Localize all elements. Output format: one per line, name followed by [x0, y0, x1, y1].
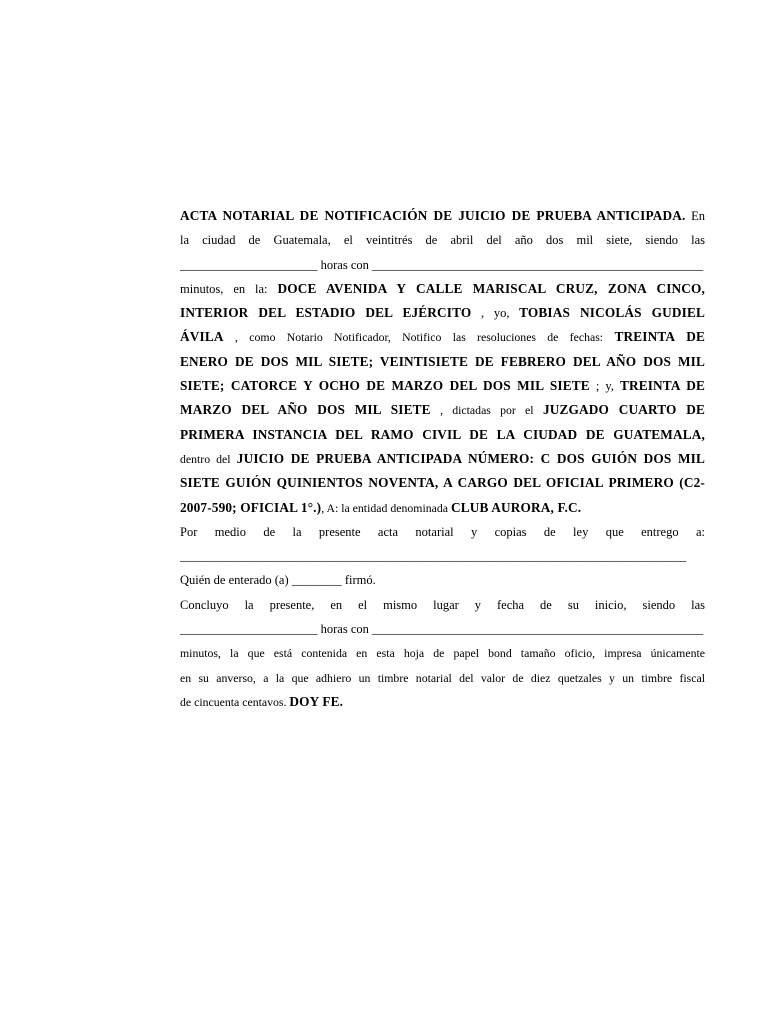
text-line: ENERO DE DOS MIL SIETE; VEINTISIETE DE FEBRERO DEL AÑO DOS MIL: [180, 353, 705, 369]
text-line: [180, 546, 705, 570]
text-line: Por medio de la presente acta notarial y copias de ley que entrego a:: [180, 524, 705, 539]
blank-recipient-line: _________________________________________________________________________________: [180, 549, 687, 564]
text-line: la ciudad de Guatemala, el veintitrés de abril del año dos mil siete, siendo las: [180, 233, 705, 248]
text-line: minutos, la que está contenida en esta hoja de papel bond tamaño oficio, impresa únicamente: [180, 646, 705, 661]
text-line: 2007-590; OFICIAL 1°.), A: la entidad denominada CLUB AURORA, F.C.: [180, 499, 582, 515]
text-line: ACTA NOTARIAL DE NOTIFICACIÓN DE JUICIO DE PRUEBA ANTICIPADA. En: [180, 208, 705, 223]
notarial-act-text: [180, 206, 705, 716]
act-title: ACTA NOTARIAL DE NOTIFICACIÓN DE JUICIO DE PRUEBA ANTICIPADA.: [180, 208, 686, 223]
court-name: PRIMERA INSTANCIA DEL RAMO CIVIL DE LA CIUDAD DE GUATEMALA,: [180, 426, 705, 442]
text-line: en su anverso, a la que adhiero un timbre notarial del valor de diez quetzales y un timbre fiscal: [180, 670, 705, 685]
text-line: SIETE; CATORCE Y OCHO DE MARZO DEL DOS MIL SIETE ; y, TREINTA DE: [180, 378, 705, 394]
text-line: dentro del JUICIO DE PRUEBA ANTICIPADA NÚMERO: C DOS GUIÓN DOS MIL: [180, 450, 705, 466]
blank-hours-line: ______________________ horas con _____________________________________________________: [180, 622, 704, 637]
text-line: minutos, en la: DOCE AVENIDA Y CALLE MARISCAL CRUZ, ZONA CINCO,: [180, 280, 705, 296]
text-line: Concluyo la presente, en el mismo lugar y fecha de su inicio, siendo las: [180, 597, 705, 612]
text-line: ÁVILA , como Notario Notificador, Notifico las resoluciones de fechas: TREINTA DE: [180, 329, 705, 345]
text-line: INTERIOR DEL ESTADIO DEL EJÉRCITO , yo, TOBIAS NICOLÁS GUDIEL: [180, 305, 705, 321]
entity-name: CLUB AURORA, F.C.: [450, 499, 582, 515]
text-line: SIETE GUIÓN QUINIENTOS NOVENTA, A CARGO DEL OFICIAL PRIMERO (C2-: [180, 475, 705, 491]
doy-fe: DOY FE.: [289, 693, 344, 709]
blank-hours-line: ______________________ horas con _____________________________________________________: [180, 257, 704, 272]
text-line: de cincuenta centavos. DOY FE.: [180, 693, 344, 709]
text-line: Quién de enterado (a) ________ firmó.: [180, 573, 376, 588]
text-line: MARZO DEL AÑO DOS MIL SIETE , dictadas por el JUZGADO CUARTO DE: [180, 402, 705, 418]
text-line: [180, 619, 705, 643]
text-line: [180, 255, 705, 279]
text-line: [180, 425, 705, 449]
